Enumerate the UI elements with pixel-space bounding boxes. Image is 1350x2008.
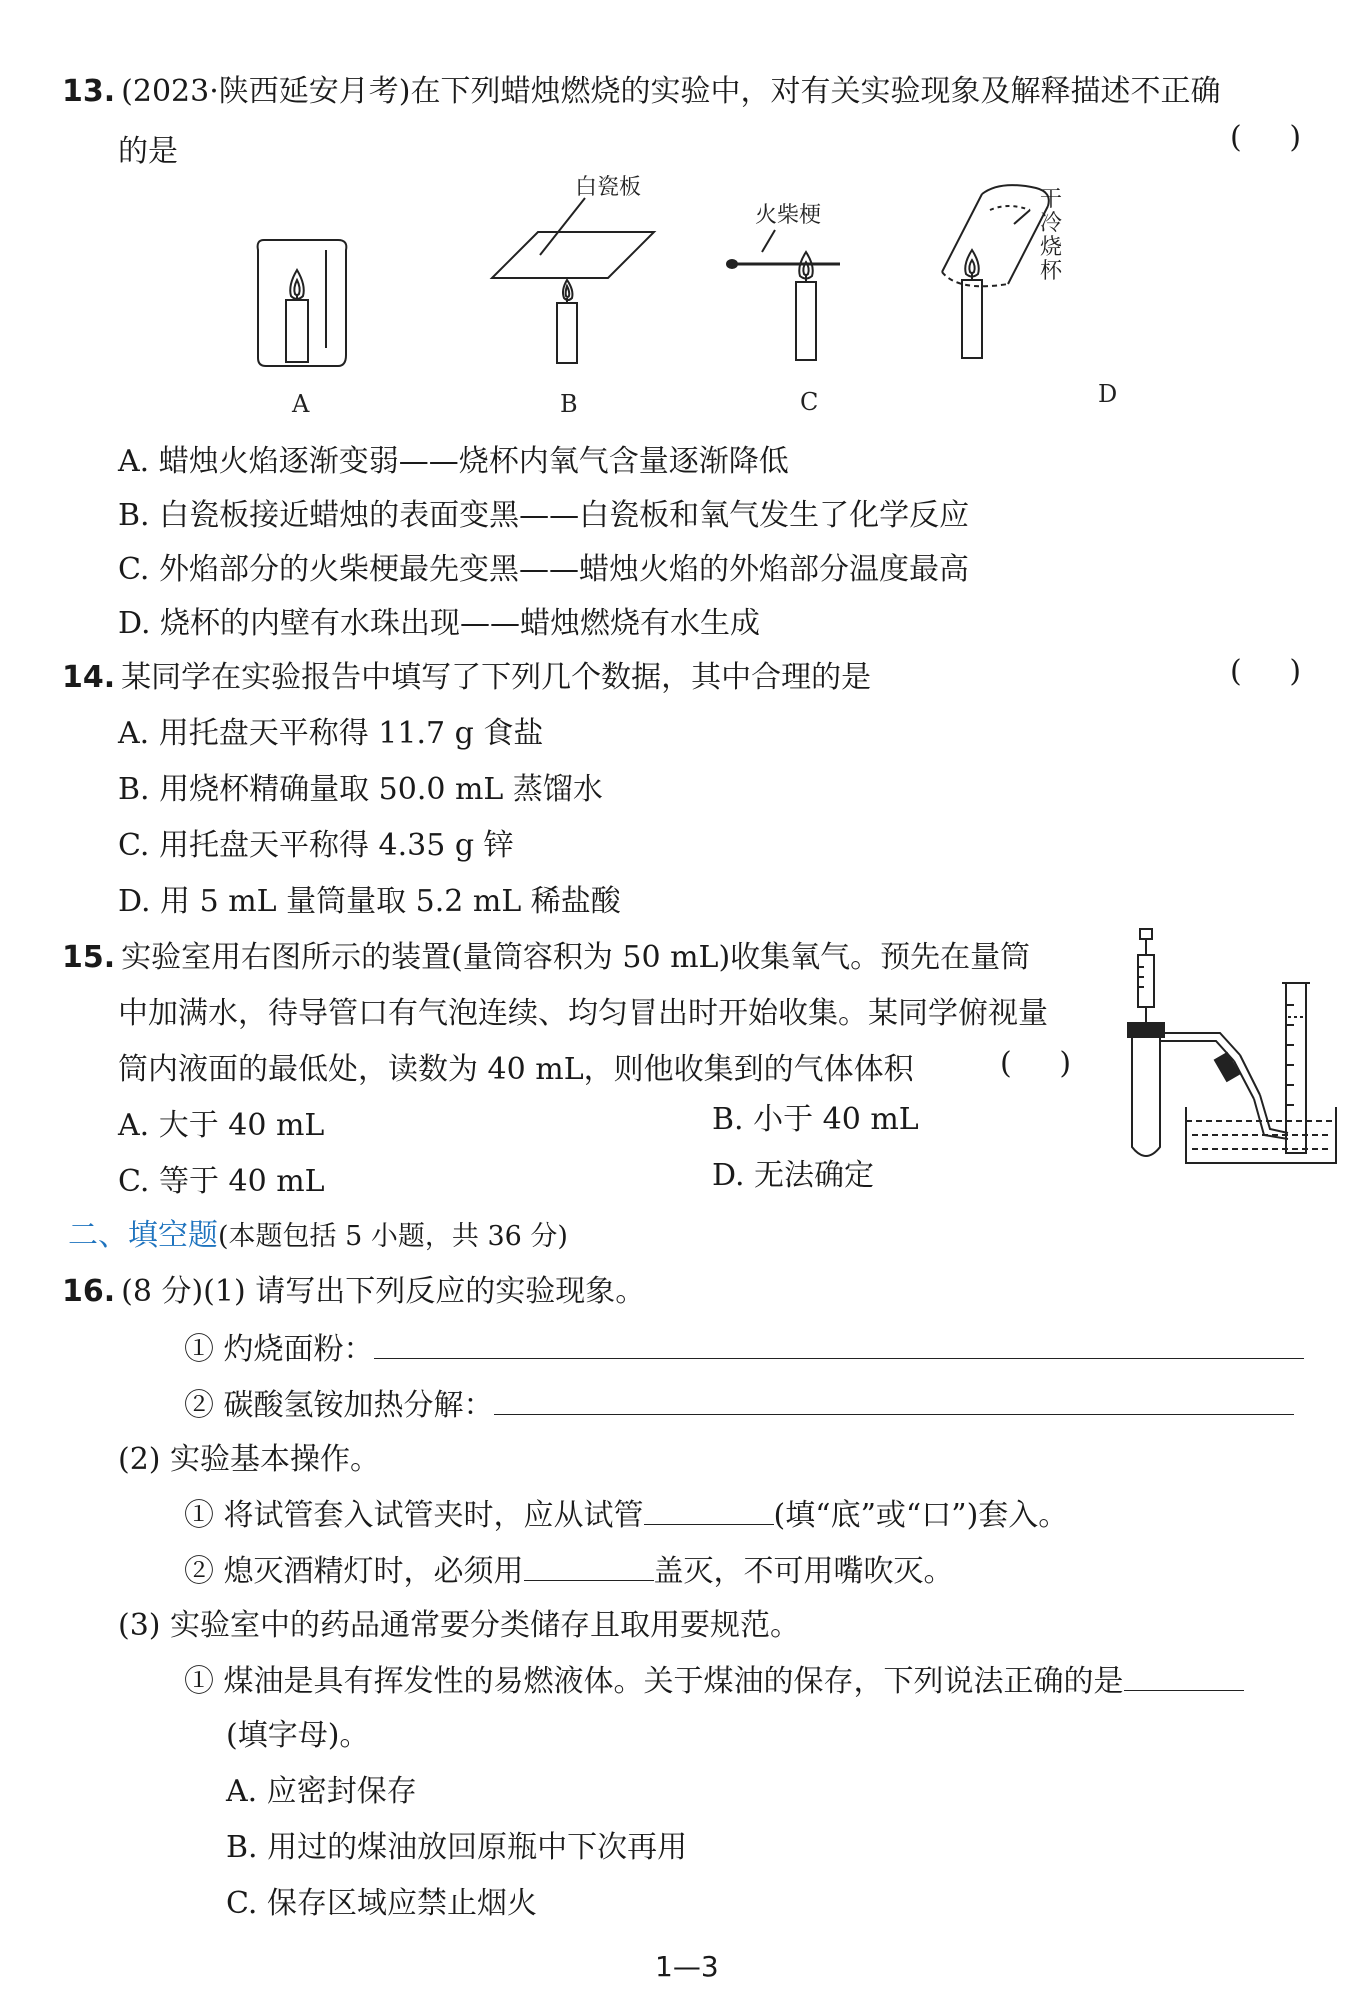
q13-option-a: A. 蜡烛火焰逐渐变弱——烧杯内氧气含量逐渐降低 — [118, 444, 789, 479]
figure-d-cold-beaker — [942, 185, 1049, 358]
q16-part2-item2-text-a: ② 熄灭酒精灯时，必须用 — [184, 1554, 524, 1589]
q16-part1-item1-blank[interactable] — [374, 1328, 1304, 1359]
q14-answer-paren: ( ) — [1230, 654, 1302, 689]
q13-number: 13. — [62, 74, 116, 109]
section-2-heading — [68, 1216, 568, 1257]
figure-a-candle-covered — [258, 240, 347, 366]
q13-stem-line2: 的是 — [118, 134, 178, 169]
gas-collection-apparatus-figure — [1120, 925, 1340, 1175]
q16-option-c: C. 保存区域应禁止烟火 — [226, 1886, 537, 1921]
q15-stem-line1 — [62, 938, 1030, 978]
q15-stem-line2: 中加满水，待导管口有气泡连续、均匀冒出时开始收集。某同学俯视量 — [118, 996, 1048, 1031]
q16-part2-item2 — [184, 1550, 954, 1592]
q15-stem-text: 实验室用右图所示的装置(量筒容积为 50 mL)收集氧气。预先在量筒 — [121, 940, 1031, 975]
page-number: 1—3 — [655, 1950, 719, 1983]
q16-part1-item1 — [184, 1328, 1304, 1370]
q14-number: 14. — [62, 660, 116, 695]
q14-option-d: D. 用 5 mL 量筒量取 5.2 mL 稀盐酸 — [118, 884, 621, 919]
figure-c-match-label: 火柴梗 — [755, 203, 822, 228]
q15-option-d: D. 无法确定 — [712, 1158, 875, 1193]
section-2-subtitle: (本题包括 5 小题，共 36 分) — [218, 1221, 568, 1252]
q13-answer-paren: ( ) — [1230, 120, 1302, 155]
q13-option-c: C. 外焰部分的火柴梗最先变黑——蜡烛火焰的外焰部分温度最高 — [118, 552, 969, 587]
figure-a-label: A — [292, 390, 310, 418]
q16-part3-item1-hint: (填字母)。 — [226, 1718, 370, 1753]
q16-intro — [62, 1272, 645, 1312]
q13-option-d: D. 烧杯的内壁有水珠出现——蜡烛燃烧有水生成 — [118, 606, 761, 641]
q16-part3-item1 — [184, 1660, 1244, 1702]
q16-part2-heading: (2) 实验基本操作。 — [118, 1442, 381, 1477]
figure-d-beaker-label-4: 杯 — [1040, 259, 1063, 284]
q16-part1-item2-text: ② 碳酸氢铵加热分解： — [184, 1388, 494, 1423]
q16-part3-heading: (3) 实验室中的药品通常要分类储存且取用要规范。 — [118, 1608, 801, 1643]
q15-stem-line3: 筒内液面的最低处，读数为 40 mL，则他收集到的气体体积 — [118, 1052, 914, 1087]
q14-option-c: C. 用托盘天平称得 4.35 g 锌 — [118, 828, 514, 863]
q16-part2-item2-text-b: 盖灭，不可用嘴吹灭。 — [653, 1554, 954, 1589]
q13-stem-line1 — [62, 72, 1220, 112]
q13-option-b: B. 白瓷板接近蜡烛的表面变黑——白瓷板和氧气发生了化学反应 — [118, 498, 970, 533]
q16-option-b: B. 用过的煤油放回原瓶中下次再用 — [226, 1830, 688, 1865]
q15-option-c: C. 等于 40 mL — [118, 1164, 325, 1199]
figure-b-porcelain-plate — [492, 198, 654, 363]
figure-b-plate-label: 白瓷板 — [575, 175, 642, 200]
q14-stem-text: 某同学在实验报告中填写了下列几个数据，其中合理的是 — [121, 660, 872, 695]
figure-c-label: C — [800, 388, 819, 416]
q16-intro-text: (8 分)(1) 请写出下列反应的实验现象。 — [121, 1274, 646, 1309]
q13-stem-text: (2023·陕西延安月考)在下列蜡烛燃烧的实验中，对有关实验现象及解释描述不正确 — [121, 74, 1221, 109]
q15-option-a: A. 大于 40 mL — [118, 1108, 325, 1143]
figure-d-beaker-label-2: 冷 — [1040, 211, 1063, 236]
q16-part2-item1 — [184, 1494, 1068, 1536]
figure-d-beaker-label-3: 烧 — [1040, 235, 1063, 260]
q16-part2-item1-blank[interactable] — [644, 1494, 774, 1525]
q14-option-b: B. 用烧杯精确量取 50.0 mL 蒸馏水 — [118, 772, 603, 807]
q16-part2-item2-blank[interactable] — [524, 1550, 654, 1581]
q14-option-a: A. 用托盘天平称得 11.7 g 食盐 — [118, 716, 544, 751]
q16-number: 16. — [62, 1274, 116, 1309]
q16-part2-item1-text-a: ① 将试管套入试管夹时，应从试管 — [184, 1498, 644, 1533]
figure-b-label: B — [560, 390, 578, 418]
q16-part1-item2-blank[interactable] — [494, 1384, 1294, 1415]
q15-option-b: B. 小于 40 mL — [712, 1102, 919, 1137]
q14-stem — [62, 658, 871, 698]
q16-part3-item1-text: ① 煤油是具有挥发性的易燃液体。关于煤油的保存，下列说法正确的是 — [184, 1664, 1124, 1699]
figure-c-match-stick — [727, 230, 840, 360]
section-2-title: 二、填空题 — [68, 1218, 218, 1253]
q16-part2-item1-text-b: (填“底”或“口”)套入。 — [773, 1498, 1069, 1533]
q16-part3-item1-blank[interactable] — [1124, 1660, 1244, 1691]
candle-experiment-figure — [230, 175, 1230, 420]
q16-part1-item2 — [184, 1384, 1294, 1426]
q15-number: 15. — [62, 940, 116, 975]
q16-option-a: A. 应密封保存 — [226, 1774, 417, 1809]
q15-answer-paren: ( ) — [1000, 1046, 1072, 1081]
figure-d-beaker-label-1: 干 — [1040, 187, 1063, 212]
figure-d-label: D — [1098, 380, 1118, 408]
q16-part1-item1-text: ① 灼烧面粉： — [184, 1332, 374, 1367]
